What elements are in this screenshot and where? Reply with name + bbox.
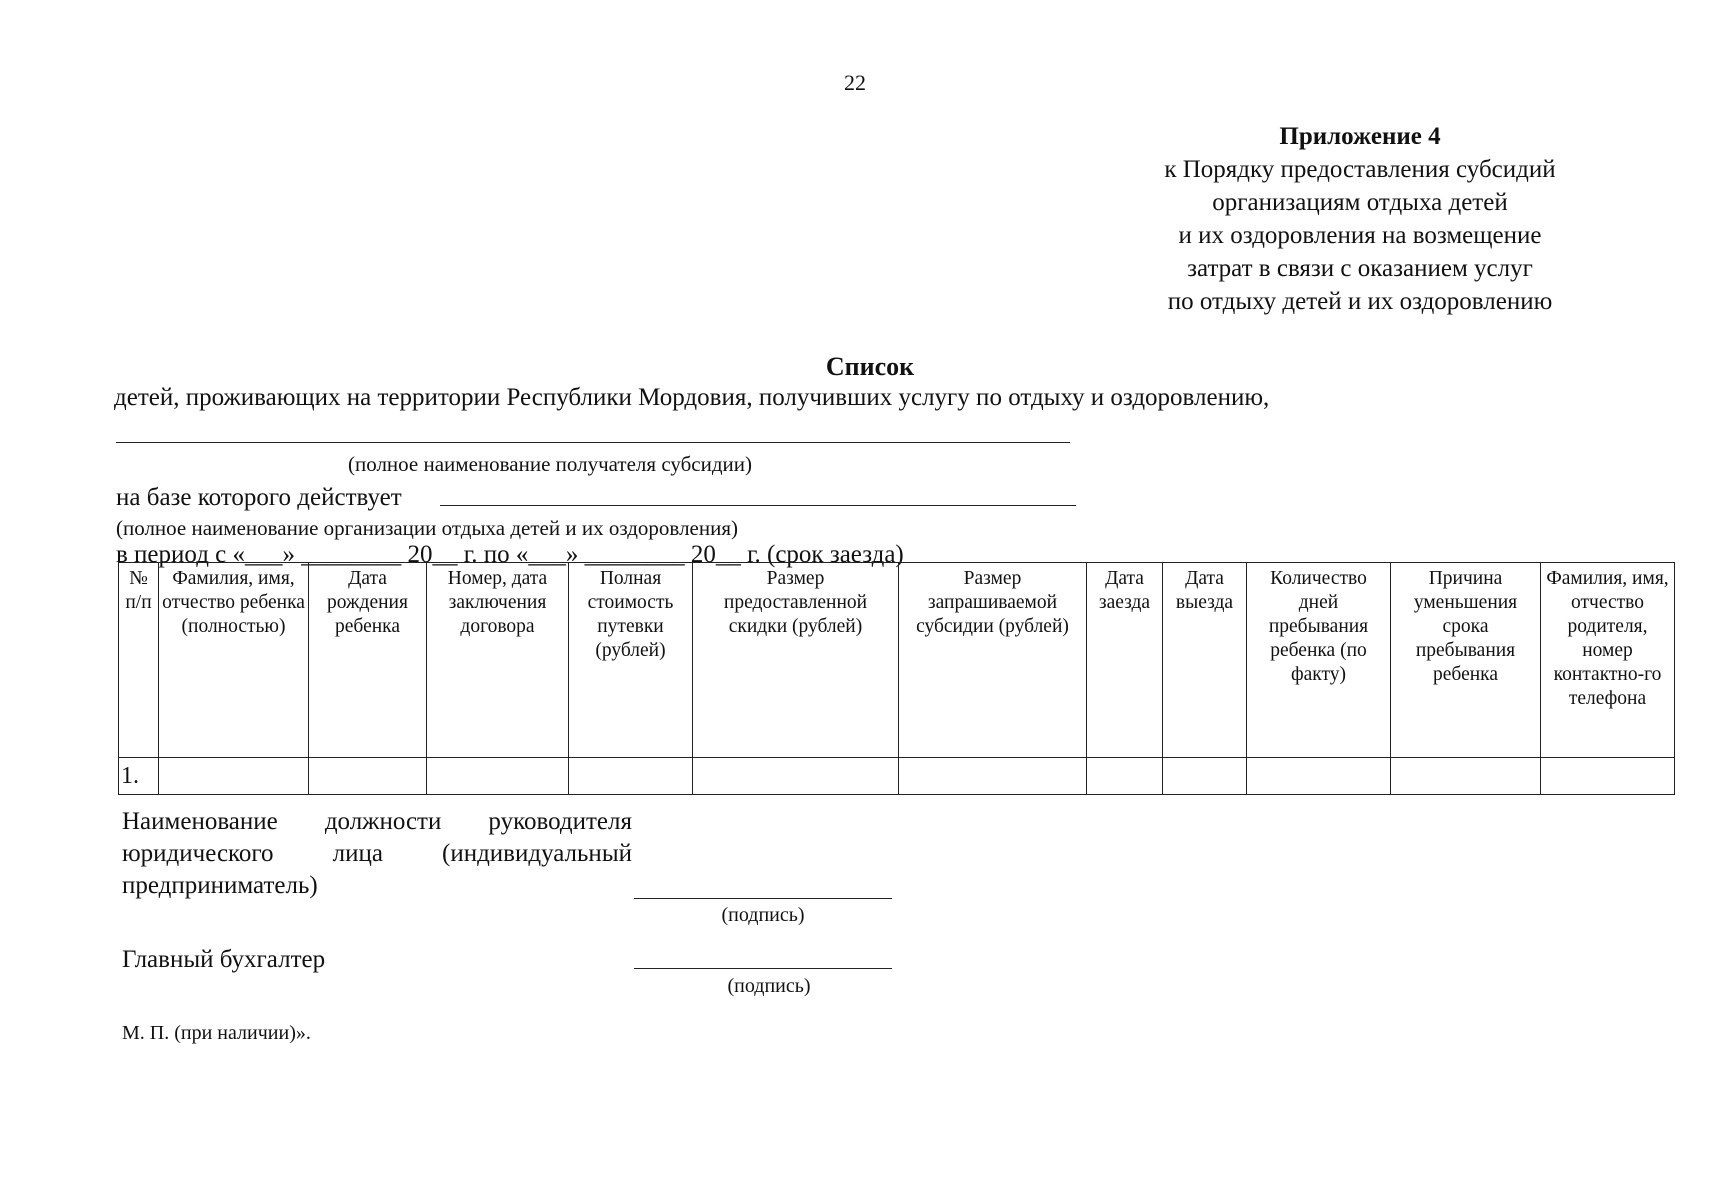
organization-caption: (полное наименование организации отдыха детей и их оздоровления): [116, 516, 738, 540]
base-label: на базе которого действует: [116, 484, 402, 511]
head-signature-line[interactable]: [634, 898, 892, 899]
head-position-label: Наименование должности руководителя юридического лица (индивидуальный предприниматель): [122, 808, 632, 899]
appendix-line: по отдыху детей и их оздоровлению: [1167, 288, 1553, 315]
appendix-line: затрат в связи с оказанием услуг: [1187, 255, 1533, 282]
table-cell[interactable]: [427, 758, 569, 795]
table-cell[interactable]: [159, 758, 309, 795]
appendix-title: Приложение 4: [1279, 123, 1441, 150]
appendix-line: и их оздоровления на возмещение: [1178, 222, 1542, 249]
table-cell[interactable]: [1391, 758, 1541, 795]
col-child-name-header: Фамилия, имя, отчество ребенка (полностью): [159, 563, 309, 758]
table-cell[interactable]: [1087, 758, 1163, 795]
col-discount-header: Размер предоставленной скидки (рублей): [693, 563, 899, 758]
col-number-header: № п/п: [119, 563, 159, 758]
accountant-signature-caption: (подпись): [727, 975, 811, 997]
col-birth-date-header: Дата рождения ребенка: [309, 563, 427, 758]
col-subsidy-header: Размер запрашиваемой субсидии (рублей): [899, 563, 1087, 758]
recipient-caption: (полное наименование получателя субсидии): [348, 452, 752, 476]
appendix-block: [1120, 120, 1600, 318]
period-line: в период с «___» ________ 20__ г. по «___» ________ 20__ г. (срок заезда): [116, 541, 904, 568]
chief-accountant-label: Главный бухгалтер: [122, 946, 326, 973]
table-row: [119, 758, 1675, 795]
table-cell[interactable]: [569, 758, 693, 795]
table-cell[interactable]: [899, 758, 1087, 795]
appendix-line: к Порядку предоставления субсидий: [1164, 156, 1556, 183]
accountant-signature-line[interactable]: [634, 968, 892, 969]
table-cell[interactable]: [693, 758, 899, 795]
col-arrival-header: Дата заезда: [1087, 563, 1163, 758]
recipient-underline[interactable]: [116, 442, 1070, 443]
table-cell[interactable]: [309, 758, 427, 795]
table-cell[interactable]: [1163, 758, 1247, 795]
col-contract-header: Номер, дата заключения договора: [427, 563, 569, 758]
page-number: 22: [844, 70, 866, 95]
stamp-note: М. П. (при наличии)».: [122, 1022, 311, 1044]
col-voucher-cost-header: Полная стоимость путевки (рублей): [569, 563, 693, 758]
head-signature-caption: (подпись): [721, 904, 805, 926]
col-days-header: Количество дней пребывания ребенка (по факту): [1247, 563, 1391, 758]
table-cell[interactable]: [1247, 758, 1391, 795]
list-title: Список: [825, 352, 915, 381]
organization-underline[interactable]: [440, 505, 1076, 506]
children-table: [118, 562, 1675, 795]
table-cell[interactable]: [1541, 758, 1675, 795]
list-intro: детей, проживающих на территории Республики Мордовия, получивших услугу по отдыху и оздоровлению,: [114, 384, 1270, 411]
appendix-line: организациям отдыха детей: [1212, 189, 1508, 216]
col-departure-header: Дата выезда: [1163, 563, 1247, 758]
col-reason-header: Причина уменьшения срока пребывания ребенка: [1391, 563, 1541, 758]
table-cell[interactable]: 1.: [119, 758, 159, 795]
table-header-row: [119, 563, 1675, 758]
col-parent-header: Фамилия, имя, отчество родителя, номер контактно-го телефона: [1541, 563, 1675, 758]
